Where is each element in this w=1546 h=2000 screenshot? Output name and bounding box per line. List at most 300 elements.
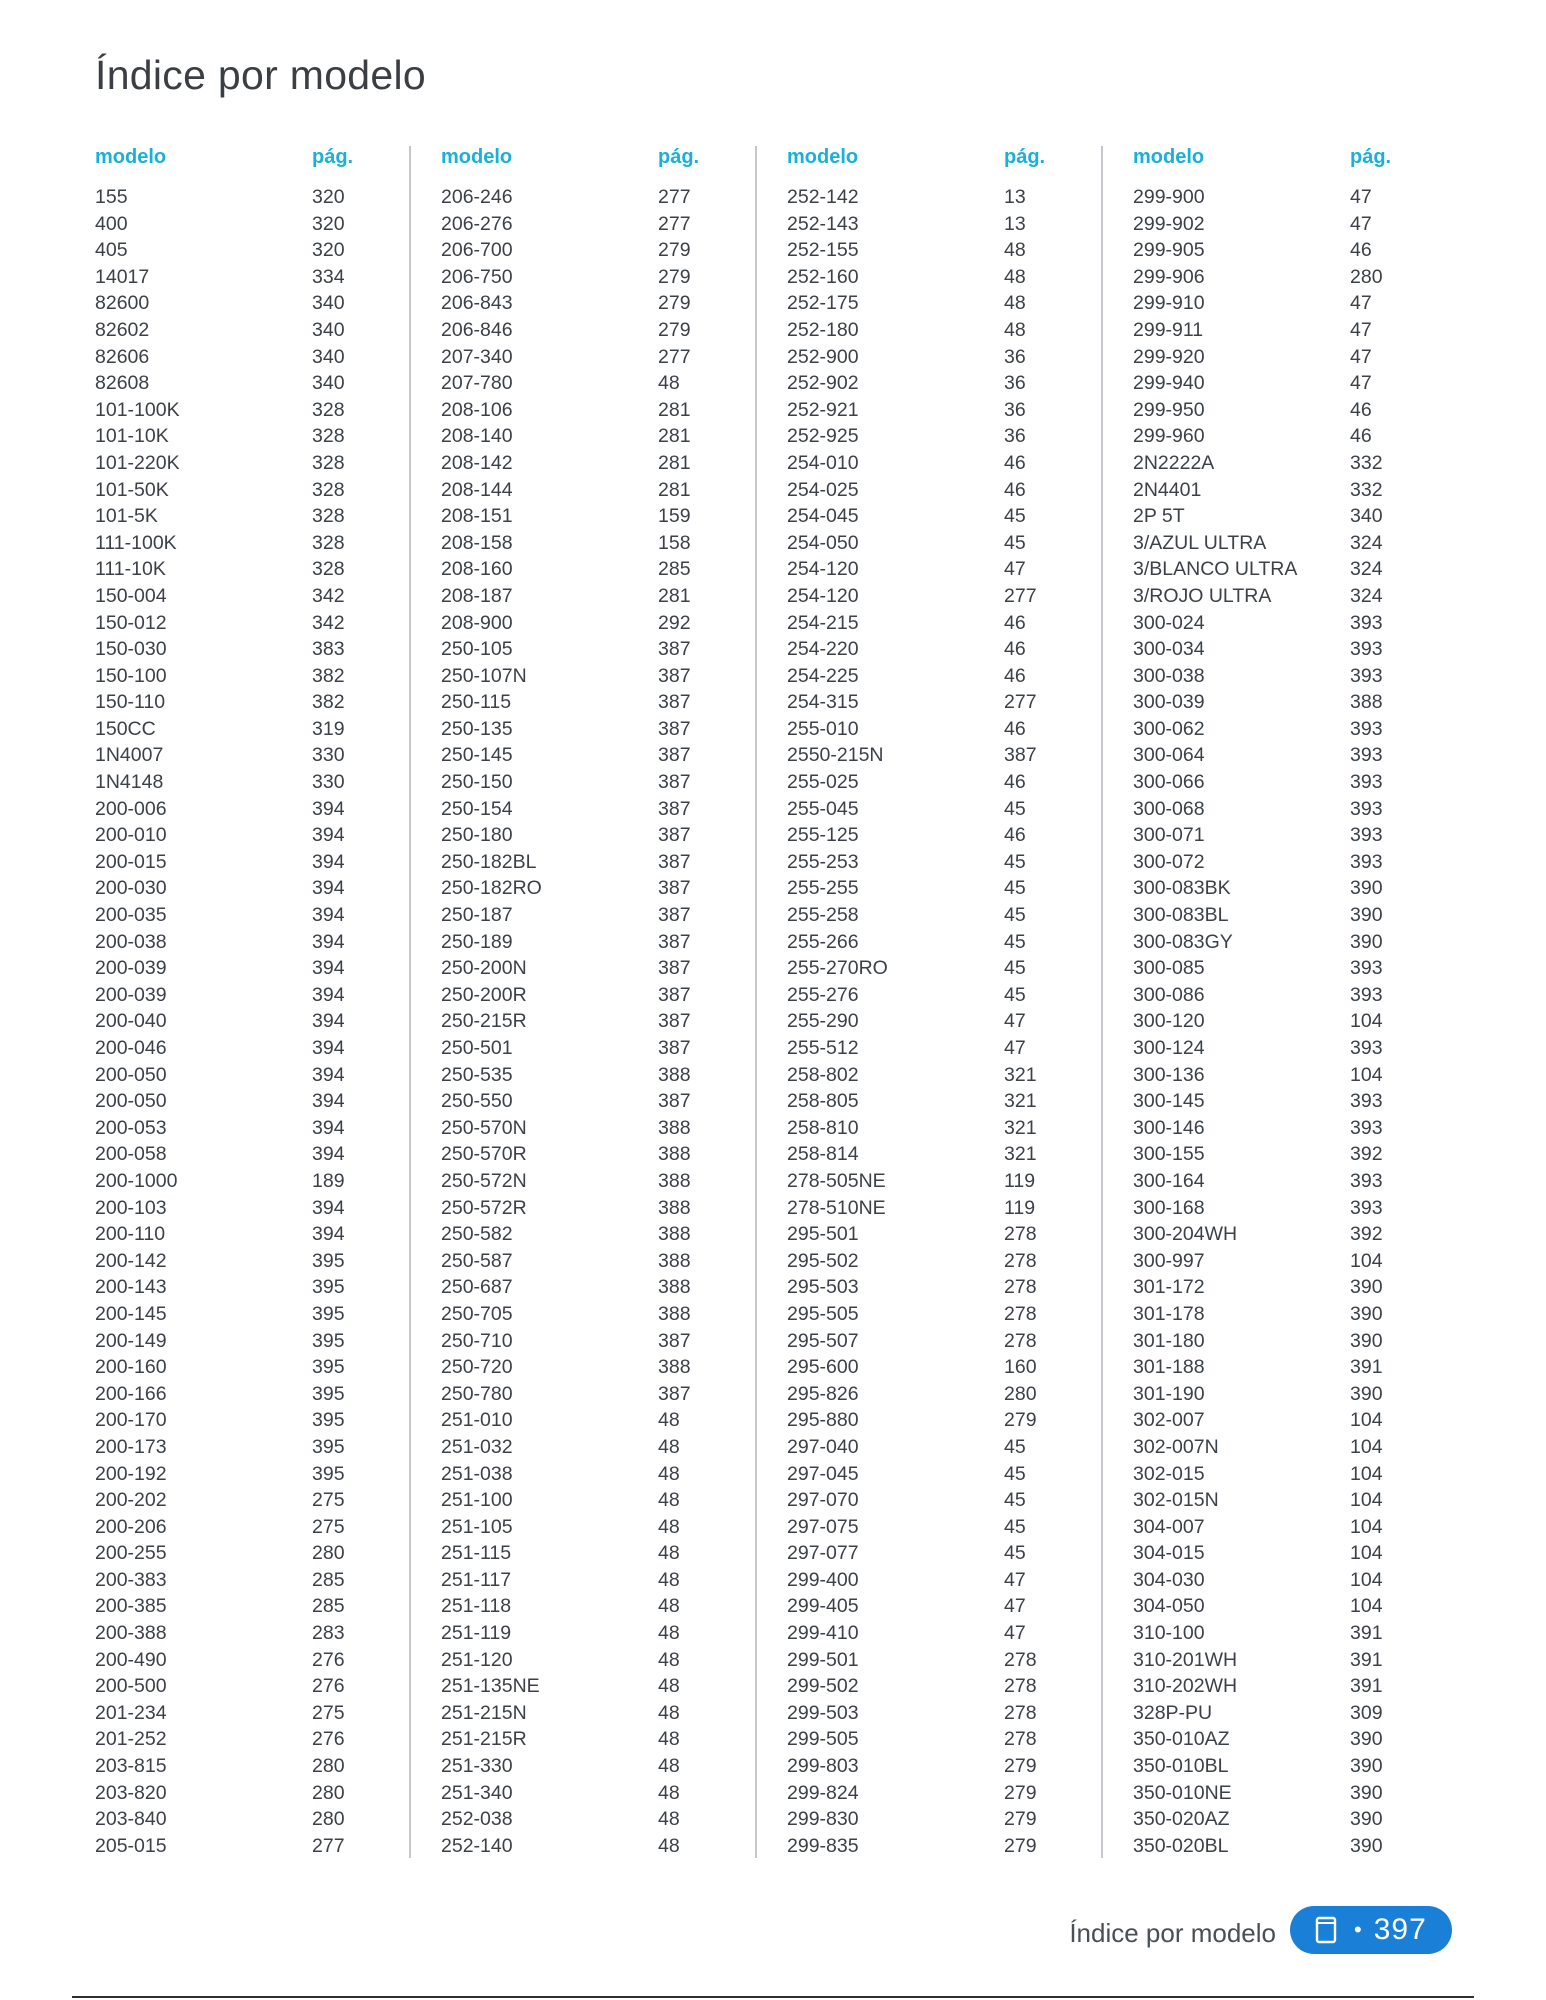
page-ref: 393 <box>1350 664 1383 687</box>
page-ref: 390 <box>1350 1382 1383 1405</box>
index-row <box>95 1197 401 1224</box>
model-code: 200-039 <box>95 983 167 1006</box>
index-row <box>787 744 1093 771</box>
index-row <box>95 1330 401 1357</box>
page-ref: 47 <box>1004 1595 1026 1618</box>
model-code: 251-032 <box>441 1435 513 1458</box>
index-row <box>787 1143 1093 1170</box>
page-ref: 278 <box>1004 1249 1037 1272</box>
model-code: 254-120 <box>787 558 859 581</box>
page-ref: 47 <box>1004 1568 1026 1591</box>
index-row <box>441 479 747 506</box>
page-ref: 48 <box>658 1542 680 1565</box>
index-row <box>95 505 401 532</box>
page-ref: 387 <box>658 904 691 927</box>
index-row <box>95 957 401 984</box>
model-code: 252-175 <box>787 292 859 315</box>
index-row <box>95 346 401 373</box>
model-code: 252-143 <box>787 212 859 235</box>
index-row <box>95 1090 401 1117</box>
page-ref: 321 <box>1004 1090 1037 1113</box>
model-code: 255-253 <box>787 850 859 873</box>
index-row <box>1133 239 1439 266</box>
model-code: 254-215 <box>787 611 859 634</box>
index-row <box>95 1489 401 1516</box>
model-code: 250-710 <box>441 1329 513 1352</box>
page-ref: 279 <box>1004 1755 1037 1778</box>
page-ref: 332 <box>1350 478 1383 501</box>
model-code: 208-144 <box>441 478 513 501</box>
index-row <box>95 877 401 904</box>
index-row <box>787 1276 1093 1303</box>
page-ref: 328 <box>312 451 345 474</box>
header-model: modelo <box>787 146 859 168</box>
model-code: 300-083BK <box>1133 877 1231 900</box>
model-code: 295-501 <box>787 1223 859 1246</box>
page-ref: 394 <box>312 1037 345 1059</box>
model-code: 299-830 <box>787 1808 859 1831</box>
model-code: 328P-PU <box>1133 1701 1213 1724</box>
index-row <box>1133 1143 1439 1170</box>
index-row <box>787 319 1093 346</box>
index-row <box>1133 904 1439 931</box>
page-ref: 48 <box>658 1648 680 1671</box>
page-ref: 48 <box>1004 265 1026 288</box>
column-header <box>787 142 1093 176</box>
page-ref: 13 <box>1004 212 1026 235</box>
model-code: 200-015 <box>95 850 167 873</box>
index-row <box>1133 1595 1439 1622</box>
model-code: 250-215R <box>441 1010 527 1033</box>
index-row <box>441 1409 747 1436</box>
index-row <box>787 1250 1093 1277</box>
model-code: 251-340 <box>441 1781 513 1804</box>
page-ref: 388 <box>658 1223 691 1246</box>
model-code: 297-040 <box>787 1435 859 1458</box>
model-code: 200-038 <box>95 930 167 953</box>
page-ref: 281 <box>658 398 691 421</box>
model-code: 310-202WH <box>1133 1675 1238 1698</box>
index-row <box>441 1463 747 1490</box>
model-code: 111-10K <box>95 558 166 581</box>
model-code: 299-940 <box>1133 372 1205 395</box>
page-ref: 388 <box>658 1063 691 1086</box>
page-ref: 48 <box>1004 292 1026 315</box>
bottom-divider <box>72 1996 1474 1998</box>
model-code: 200-166 <box>95 1382 167 1405</box>
index-row <box>95 1728 401 1755</box>
page-ref: 394 <box>312 957 345 980</box>
index-row <box>441 425 747 452</box>
page-ref: 342 <box>312 611 345 634</box>
header-page: pág. <box>1350 146 1392 168</box>
page-ref: 278 <box>1004 1648 1037 1671</box>
model-code: 200-145 <box>95 1302 167 1325</box>
index-row <box>95 399 401 426</box>
model-code: 251-120 <box>441 1648 513 1671</box>
index-row <box>441 1250 747 1277</box>
model-code: 206-246 <box>441 186 513 208</box>
page-ref: 48 <box>1004 239 1026 262</box>
page-ref: 189 <box>312 1169 345 1192</box>
model-code: 200-202 <box>95 1489 167 1512</box>
index-row <box>1133 824 1439 851</box>
index-row <box>441 319 747 346</box>
index-row <box>441 1223 747 1250</box>
page-ref: 46 <box>1004 824 1026 847</box>
model-code: 300-145 <box>1133 1090 1205 1113</box>
index-row <box>1133 1808 1439 1835</box>
index-row <box>1133 505 1439 532</box>
model-code: 299-920 <box>1133 345 1205 368</box>
page-ref: 390 <box>1350 1781 1383 1804</box>
model-code: 252-142 <box>787 186 859 208</box>
index-row <box>787 798 1093 825</box>
page-ref: 394 <box>312 797 345 820</box>
model-code: 299-910 <box>1133 292 1205 315</box>
page-ref: 47 <box>1004 1037 1026 1059</box>
model-code: 300-062 <box>1133 717 1205 740</box>
index-row <box>1133 957 1439 984</box>
model-code: 299-900 <box>1133 186 1205 208</box>
model-code: 258-805 <box>787 1090 859 1113</box>
model-code: 299-824 <box>787 1781 859 1804</box>
page-ref: 328 <box>312 478 345 501</box>
page-ref: 45 <box>1004 531 1026 554</box>
page-ref: 280 <box>312 1808 345 1831</box>
page-ref: 382 <box>312 691 345 714</box>
index-row <box>1133 1835 1439 1862</box>
page-ref: 281 <box>658 451 691 474</box>
page-ref: 48 <box>658 1675 680 1698</box>
index-row <box>787 1303 1093 1330</box>
page-ref: 394 <box>312 1196 345 1219</box>
model-code: 252-902 <box>787 372 859 395</box>
model-code: 250-570N <box>441 1116 527 1139</box>
model-code: 252-038 <box>441 1808 513 1831</box>
index-row <box>95 1463 401 1490</box>
model-code: 200-160 <box>95 1356 167 1379</box>
index-row <box>95 1436 401 1463</box>
index-row <box>787 1649 1093 1676</box>
index-row <box>1133 718 1439 745</box>
index-row <box>441 904 747 931</box>
index-row <box>1133 1223 1439 1250</box>
model-code: 250-550 <box>441 1090 513 1113</box>
index-row <box>1133 1649 1439 1676</box>
index-row <box>95 1303 401 1330</box>
index-row <box>95 851 401 878</box>
index-rows <box>95 186 401 1861</box>
page-ref: 279 <box>1004 1808 1037 1831</box>
page-ref: 387 <box>658 744 691 767</box>
model-code: 295-503 <box>787 1276 859 1299</box>
index-row <box>787 1064 1093 1091</box>
page-ref: 48 <box>658 1728 680 1751</box>
model-code: 250-200N <box>441 957 527 980</box>
index-row <box>1133 1356 1439 1383</box>
model-code: 252-180 <box>787 318 859 341</box>
page-ref: 46 <box>1004 717 1026 740</box>
page-ref: 48 <box>658 1409 680 1432</box>
page-ref: 393 <box>1350 1196 1383 1219</box>
index-row <box>441 1489 747 1516</box>
page-ref: 47 <box>1350 318 1372 341</box>
model-code: 251-038 <box>441 1462 513 1485</box>
model-code: 301-180 <box>1133 1329 1205 1352</box>
index-row <box>95 239 401 266</box>
index-row <box>787 691 1093 718</box>
index-row <box>95 372 401 399</box>
index-row <box>95 1649 401 1676</box>
page-ref: 47 <box>1004 1010 1026 1033</box>
model-code: 350-010AZ <box>1133 1728 1230 1751</box>
page-ref: 320 <box>312 212 345 235</box>
model-code: 203-815 <box>95 1755 167 1778</box>
page-ref: 36 <box>1004 372 1026 395</box>
model-code: 299-960 <box>1133 425 1205 448</box>
index-row <box>787 213 1093 240</box>
model-code: 255-045 <box>787 797 859 820</box>
index-row <box>95 1010 401 1037</box>
index-row <box>95 1516 401 1543</box>
page-ref: 387 <box>658 957 691 980</box>
index-row <box>95 1808 401 1835</box>
model-code: 255-258 <box>787 904 859 927</box>
page-ref: 278 <box>1004 1302 1037 1325</box>
page-ref: 388 <box>658 1196 691 1219</box>
page-ref: 45 <box>1004 797 1026 820</box>
column-header <box>95 142 401 176</box>
index-row <box>95 665 401 692</box>
index-row <box>1133 771 1439 798</box>
page-ref: 47 <box>1350 186 1372 208</box>
page-ref: 277 <box>312 1834 345 1857</box>
index-row <box>441 638 747 665</box>
model-code: 299-906 <box>1133 265 1205 288</box>
index-row <box>787 1835 1093 1862</box>
page-ref: 104 <box>1350 1063 1383 1086</box>
index-row <box>787 718 1093 745</box>
model-code: 258-810 <box>787 1116 859 1139</box>
index-row <box>1133 1250 1439 1277</box>
index-row <box>95 638 401 665</box>
index-row <box>441 718 747 745</box>
page-ref: 394 <box>312 983 345 1006</box>
model-code: 200-385 <box>95 1595 167 1618</box>
index-row <box>787 984 1093 1011</box>
page-ref: 328 <box>312 425 345 448</box>
model-code: 254-045 <box>787 505 859 528</box>
index-row <box>441 1516 747 1543</box>
index-row <box>441 532 747 559</box>
model-code: 300-083GY <box>1133 930 1233 953</box>
model-code: 250-135 <box>441 717 513 740</box>
index-row <box>1133 1782 1439 1809</box>
page-ref: 394 <box>312 1143 345 1166</box>
page-ref: 277 <box>1004 691 1037 714</box>
page-ref: 393 <box>1350 638 1383 661</box>
page-ref: 387 <box>658 771 691 794</box>
page-ref: 340 <box>1350 505 1383 528</box>
index-row <box>95 452 401 479</box>
index-row <box>441 1064 747 1091</box>
page-ref: 320 <box>312 186 345 208</box>
model-code: 252-140 <box>441 1834 513 1857</box>
model-code: 350-020BL <box>1133 1834 1229 1857</box>
index-row <box>441 1117 747 1144</box>
model-code: 251-119 <box>441 1622 512 1645</box>
index-row <box>787 1542 1093 1569</box>
model-code: 101-5K <box>95 505 158 528</box>
model-code: 200-383 <box>95 1568 167 1591</box>
model-code: 255-276 <box>787 983 859 1006</box>
index-row <box>441 239 747 266</box>
model-code: 200-490 <box>95 1648 167 1671</box>
index-row <box>1133 213 1439 240</box>
index-row <box>1133 665 1439 692</box>
index-row <box>1133 1622 1439 1649</box>
index-row <box>95 292 401 319</box>
model-code: 300-038 <box>1133 664 1205 687</box>
index-row <box>441 984 747 1011</box>
index-row <box>1133 346 1439 373</box>
model-code: 208-160 <box>441 558 513 581</box>
index-row <box>95 1143 401 1170</box>
model-code: 310-100 <box>1133 1622 1205 1645</box>
model-code: 304-030 <box>1133 1568 1205 1591</box>
page-ref: 340 <box>312 372 345 395</box>
index-row <box>441 691 747 718</box>
model-code: 254-220 <box>787 638 859 661</box>
page-ref: 393 <box>1350 850 1383 873</box>
index-row <box>1133 1197 1439 1224</box>
page-ref: 48 <box>658 372 680 395</box>
index-row <box>787 1383 1093 1410</box>
model-code: 255-270RO <box>787 957 888 980</box>
page-ref: 387 <box>658 877 691 900</box>
page-ref: 324 <box>1350 584 1383 607</box>
model-code: 200-255 <box>95 1542 167 1565</box>
index-row <box>787 558 1093 585</box>
model-code: 200-046 <box>95 1037 167 1059</box>
header-page: pág. <box>312 146 354 168</box>
index-row <box>1133 1064 1439 1091</box>
model-code: 400 <box>95 212 128 235</box>
model-code: 255-512 <box>787 1037 859 1059</box>
index-row <box>441 1330 747 1357</box>
model-code: 299-400 <box>787 1568 859 1591</box>
model-code: 155 <box>95 186 128 208</box>
page-ref: 393 <box>1350 611 1383 634</box>
model-code: 300-024 <box>1133 611 1205 634</box>
index-row <box>441 585 747 612</box>
index-row <box>787 957 1093 984</box>
page-ref: 390 <box>1350 1755 1383 1778</box>
model-code: 250-720 <box>441 1356 513 1379</box>
index-row <box>1133 798 1439 825</box>
index-row <box>95 532 401 559</box>
model-code: 101-220K <box>95 451 180 474</box>
index-row <box>95 558 401 585</box>
index-row <box>1133 744 1439 771</box>
page-ref: 328 <box>312 398 345 421</box>
page-ref: 394 <box>312 1010 345 1033</box>
index-row <box>95 1702 401 1729</box>
index-row <box>787 1675 1093 1702</box>
page-ref: 47 <box>1350 292 1372 315</box>
page-ref: 387 <box>658 930 691 953</box>
model-code: 201-252 <box>95 1728 167 1751</box>
page-ref: 390 <box>1350 930 1383 953</box>
page-ref: 280 <box>312 1542 345 1565</box>
model-code: 206-700 <box>441 239 513 262</box>
model-code: 2550-215N <box>787 744 884 767</box>
index-row <box>95 479 401 506</box>
page-ref: 104 <box>1350 1010 1383 1033</box>
page-ref: 48 <box>658 1435 680 1458</box>
page-ref: 158 <box>658 531 691 554</box>
model-code: 200-110 <box>95 1223 166 1246</box>
model-code: 300-066 <box>1133 771 1205 794</box>
model-code: 255-025 <box>787 771 859 794</box>
model-code: 254-225 <box>787 664 859 687</box>
page-ref: 104 <box>1350 1249 1383 1272</box>
index-row <box>441 851 747 878</box>
index-row <box>787 931 1093 958</box>
model-code: 200-030 <box>95 877 167 900</box>
page-ref: 46 <box>1004 664 1026 687</box>
page-ref: 391 <box>1350 1622 1383 1645</box>
page-ref: 45 <box>1004 877 1026 900</box>
page-ref: 36 <box>1004 398 1026 421</box>
page-ref: 394 <box>312 824 345 847</box>
index-row <box>787 1409 1093 1436</box>
model-code: 300-034 <box>1133 638 1205 661</box>
model-code: 1N4007 <box>95 744 164 767</box>
model-code: 150-004 <box>95 584 167 607</box>
index-row <box>95 1542 401 1569</box>
index-row <box>95 1835 401 1862</box>
page-number: 397 <box>1373 1913 1427 1946</box>
index-row <box>95 771 401 798</box>
index-row <box>95 186 401 213</box>
model-code: 299-905 <box>1133 239 1205 262</box>
model-code: 300-085 <box>1133 957 1205 980</box>
page-ref: 280 <box>312 1755 345 1778</box>
page-ref: 279 <box>658 318 691 341</box>
index-row <box>95 1569 401 1596</box>
index-row <box>1133 638 1439 665</box>
page-ref: 393 <box>1350 1169 1383 1192</box>
model-code: 299-503 <box>787 1701 859 1724</box>
page-ref: 395 <box>312 1329 345 1352</box>
page-ref: 45 <box>1004 1542 1026 1565</box>
page-ref: 390 <box>1350 904 1383 927</box>
model-code: 1N4148 <box>95 771 164 794</box>
page-ref: 104 <box>1350 1409 1383 1432</box>
index-row <box>787 877 1093 904</box>
index-row <box>787 824 1093 851</box>
page-ref: 394 <box>312 1063 345 1086</box>
index-row <box>441 1808 747 1835</box>
model-code: 302-007 <box>1133 1409 1205 1432</box>
index-row <box>441 399 747 426</box>
page-ref: 391 <box>1350 1356 1383 1379</box>
index-row <box>787 505 1093 532</box>
page-ref: 320 <box>312 239 345 262</box>
page-ref: 387 <box>658 983 691 1006</box>
